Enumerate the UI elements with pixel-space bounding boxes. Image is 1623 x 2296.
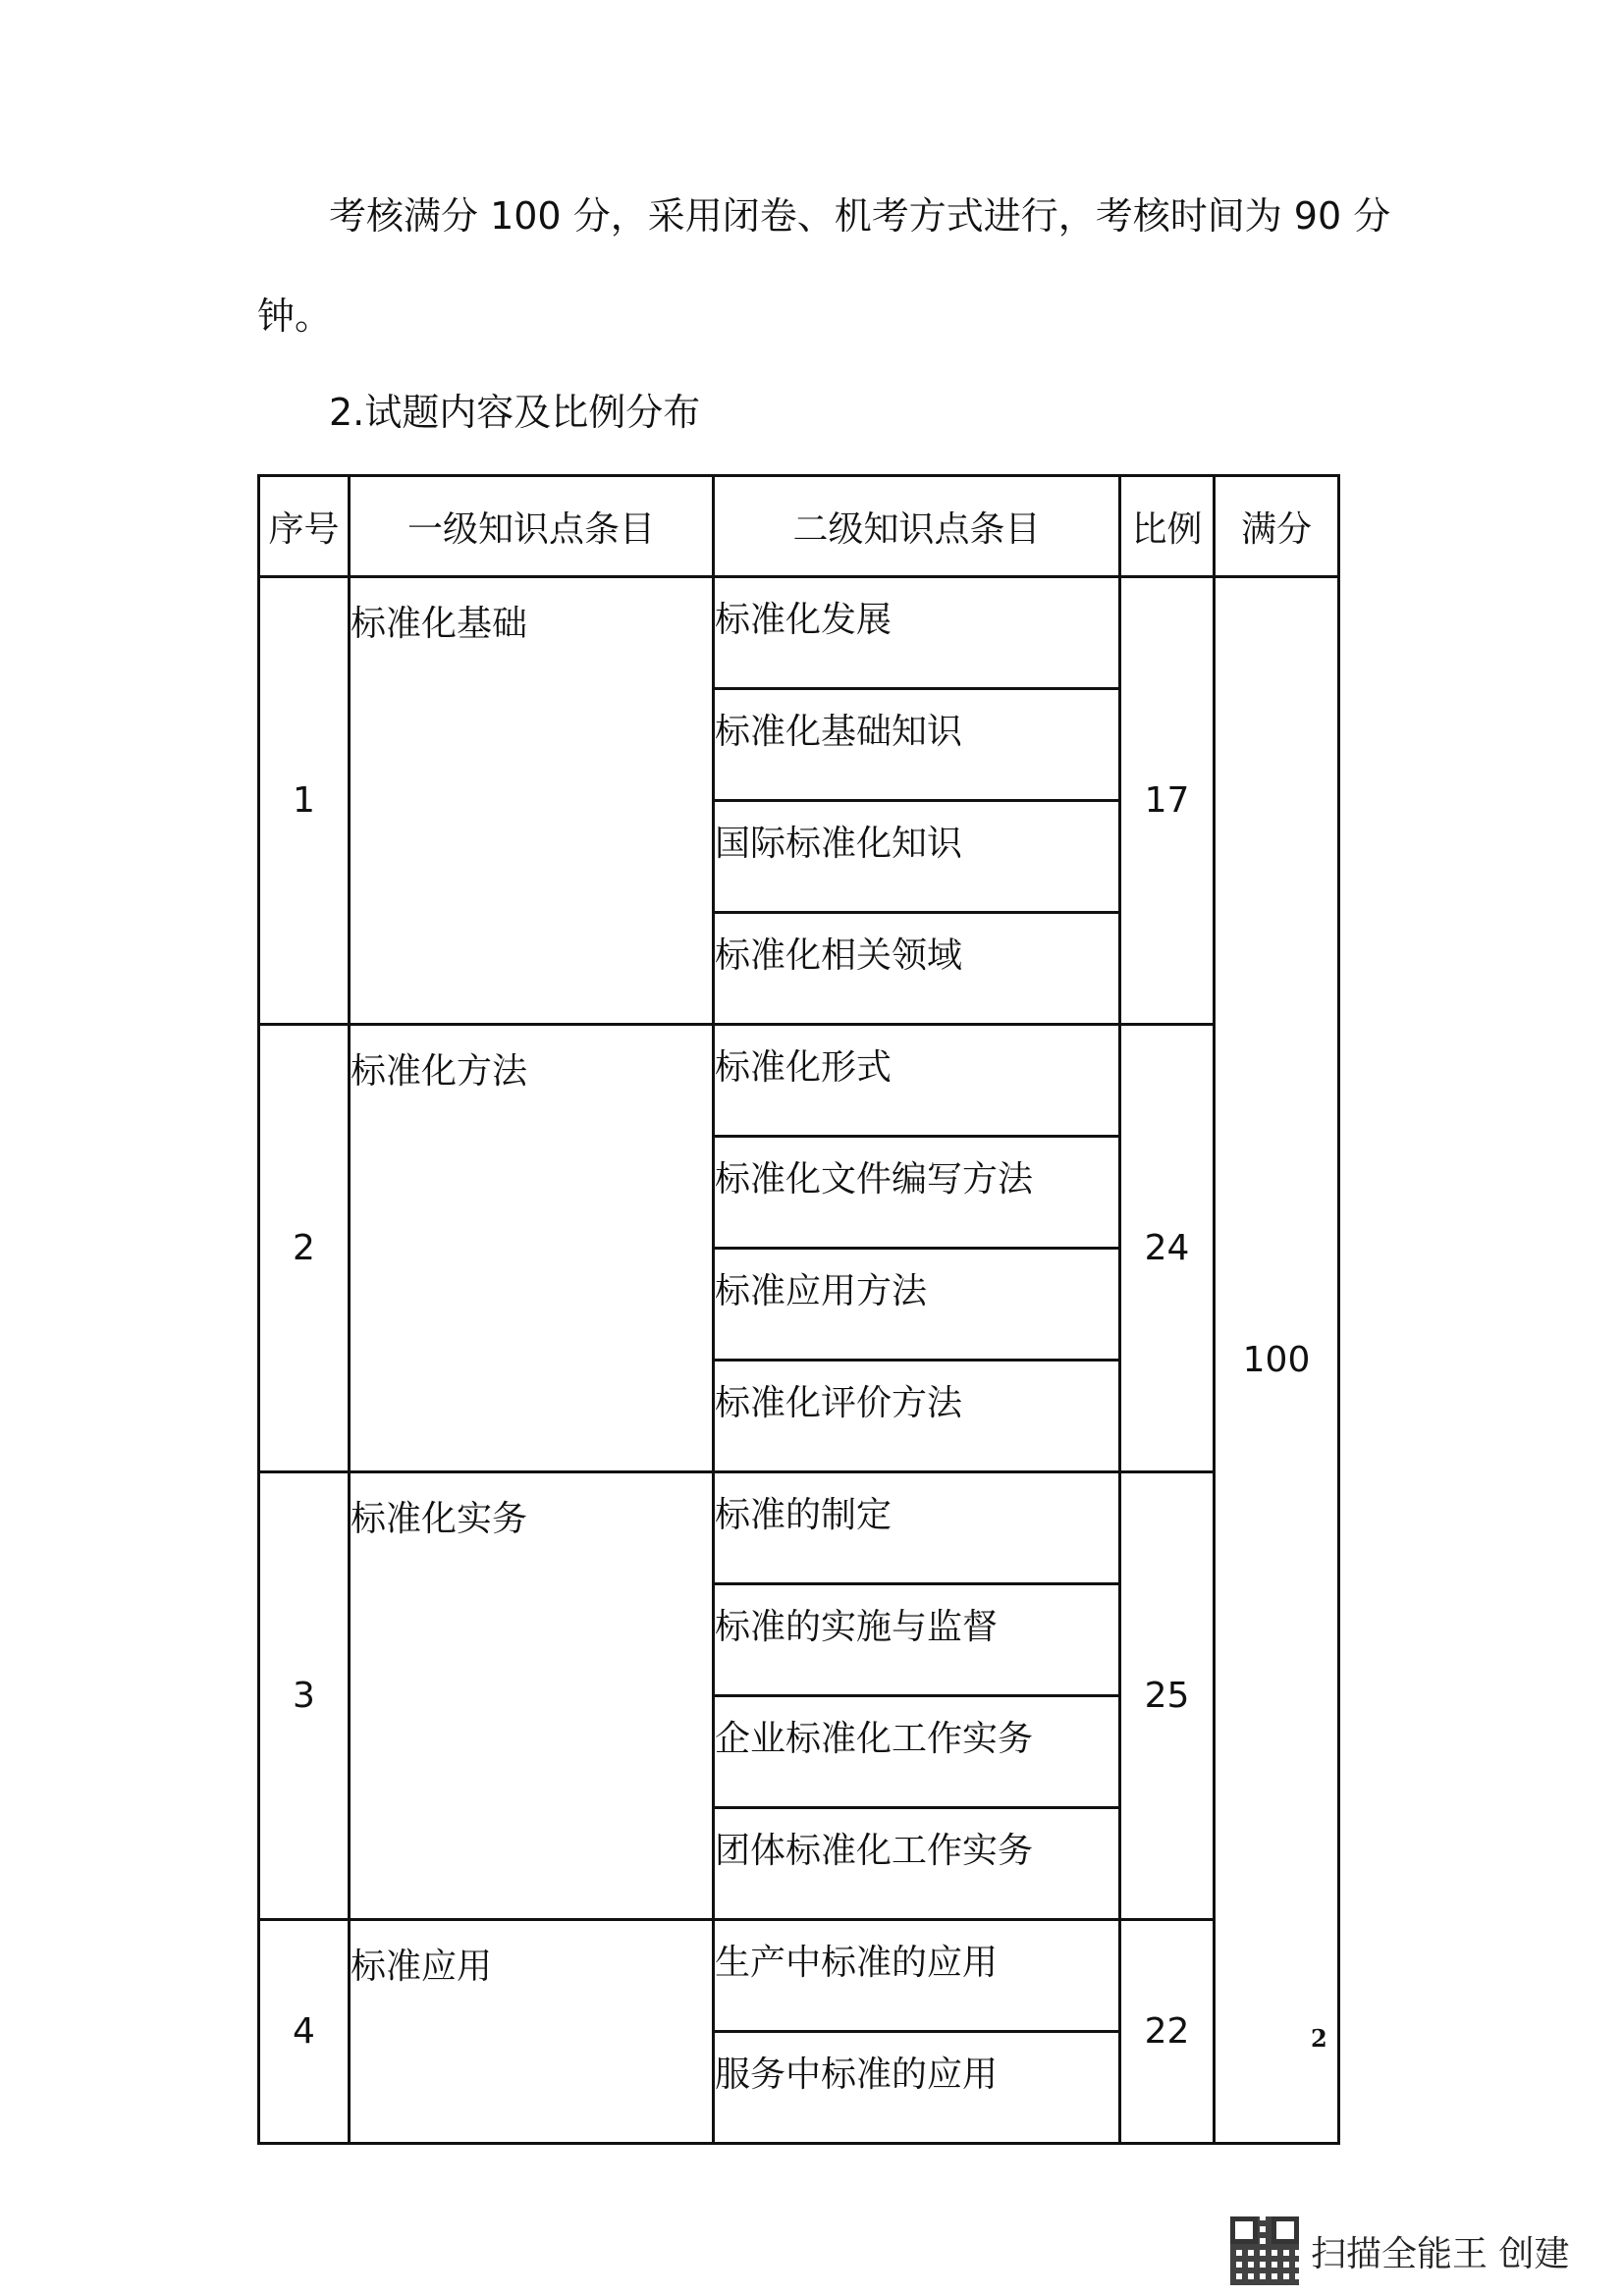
section-heading: 2.试题内容及比例分布 xyxy=(329,391,701,434)
row-index: 4 xyxy=(259,1920,350,2144)
scanner-watermark xyxy=(1230,2216,1569,2285)
header-index: 序号 xyxy=(259,476,350,577)
table-header-row xyxy=(259,476,1339,577)
level2-item: 标准的制定 xyxy=(714,1472,1120,1584)
page-number: 2 xyxy=(1311,2024,1327,2053)
exam-description: 考核满分 100 分，采用闭卷、机考方式进行，考核时间为 90 分 xyxy=(329,194,1391,238)
table-row xyxy=(259,1920,1339,2032)
level1-item: 标准应用 xyxy=(350,1920,714,2144)
level2-item: 生产中标准的应用 xyxy=(714,1920,1120,2032)
level2-item: 标准化形式 xyxy=(714,1025,1120,1137)
row-index: 3 xyxy=(259,1472,350,1920)
row-index: 2 xyxy=(259,1025,350,1472)
row-index: 1 xyxy=(259,577,350,1025)
table-row xyxy=(259,577,1339,689)
level1-item: 标准化实务 xyxy=(350,1472,714,1920)
ratio-value: 17 xyxy=(1120,577,1215,1025)
qr-code-icon xyxy=(1230,2216,1299,2285)
header-full-score: 满分 xyxy=(1215,476,1339,577)
table-row xyxy=(259,1025,1339,1137)
ratio-value: 24 xyxy=(1120,1025,1215,1472)
exam-description-continued: 钟。 xyxy=(257,294,333,338)
scanner-label: 扫描全能王 创建 xyxy=(1311,2233,1570,2274)
level1-item: 标准化方法 xyxy=(350,1025,714,1472)
level2-item: 标准化发展 xyxy=(714,577,1120,689)
header-level2: 二级知识点条目 xyxy=(714,476,1120,577)
header-level1: 一级知识点条目 xyxy=(350,476,714,577)
ratio-value: 22 xyxy=(1120,1920,1215,2144)
level2-item: 标准化文件编写方法 xyxy=(714,1137,1120,1249)
level2-item: 标准的实施与监督 xyxy=(714,1584,1120,1696)
full-score-value: 100 xyxy=(1215,577,1339,2144)
level1-item: 标准化基础 xyxy=(350,577,714,1025)
ratio-value: 25 xyxy=(1120,1472,1215,1920)
table-row xyxy=(259,1472,1339,1584)
header-ratio: 比例 xyxy=(1120,476,1215,577)
level2-item: 国际标准化知识 xyxy=(714,801,1120,913)
content-distribution-table xyxy=(257,474,1340,2145)
level2-item: 团体标准化工作实务 xyxy=(714,1808,1120,1920)
level2-item: 标准化基础知识 xyxy=(714,689,1120,801)
level2-item: 企业标准化工作实务 xyxy=(714,1696,1120,1808)
level2-item: 标准应用方法 xyxy=(714,1249,1120,1361)
level2-item: 标准化相关领域 xyxy=(714,913,1120,1025)
level2-item: 服务中标准的应用 xyxy=(714,2032,1120,2144)
level2-item: 标准化评价方法 xyxy=(714,1361,1120,1472)
